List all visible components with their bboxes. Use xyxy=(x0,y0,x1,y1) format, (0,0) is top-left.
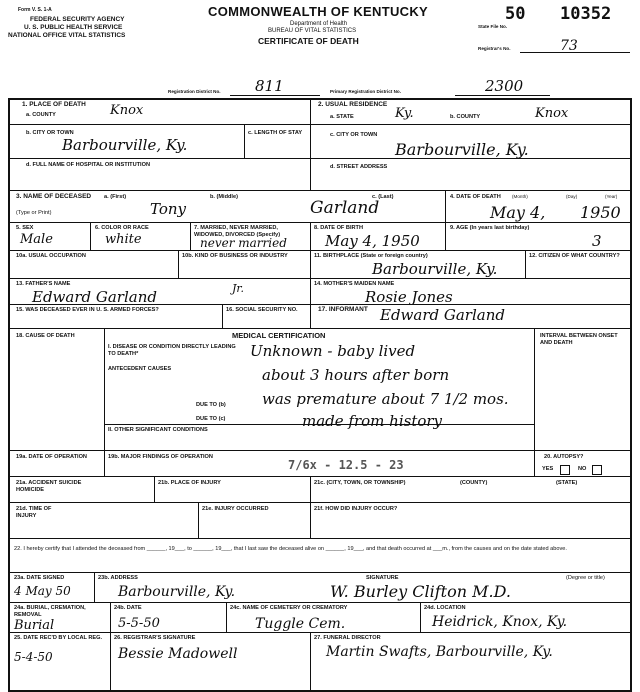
cause-line-2: about 3 hours after born xyxy=(262,366,450,384)
degree-label: (Degree or title) xyxy=(566,575,605,581)
autopsy-no-label: NO xyxy=(578,466,587,472)
cemetery-label: 24c. NAME OF CEMETERY OR CREMATORY xyxy=(230,605,348,611)
residence-county-value: Knox xyxy=(535,106,569,121)
agency-line-3: NATIONAL OFFICE VITAL STATISTICS xyxy=(8,32,126,39)
disease-label: I. DISEASE OR CONDITION DIRECTLY LEADING TO DEATH* xyxy=(108,344,236,357)
residence-state-value: Ky. xyxy=(395,106,414,121)
date-of-birth-value: May 4, 1950 xyxy=(325,232,420,250)
sex-value: Male xyxy=(20,232,53,247)
medical-certification-label: MEDICAL CERTIFICATION xyxy=(232,331,326,340)
residence-state-label: a. STATE xyxy=(330,114,354,120)
cause-line-3: was premature about 7 1/2 mos. xyxy=(262,390,509,408)
date-signed-label: 23a. DATE SIGNED xyxy=(14,575,65,581)
birthplace-label: 11. BIRTHPLACE (State or foreign country) xyxy=(314,253,428,259)
funeral-director-value: Martin Swafts, Barbourville, Ky. xyxy=(326,644,553,660)
operation-stamp: 7/6x - 12.5 - 23 xyxy=(288,458,404,472)
agency-line-2: U. S. PUBLIC HEALTH SERVICE xyxy=(24,24,123,31)
injury-occurred-label: 21e. INJURY OCCURRED xyxy=(202,506,269,512)
state-file-number-b: 10352 xyxy=(560,4,612,24)
registration-district: 811 xyxy=(255,77,284,95)
primary-district: 2300 xyxy=(485,77,524,95)
burial-value: Burial xyxy=(14,618,55,633)
registrar-number: 73 xyxy=(560,38,578,54)
due-to-b-label: DUE TO (b) xyxy=(196,402,226,408)
first-label: a. (First) xyxy=(104,194,127,200)
father-name-value: Edward Garland xyxy=(32,288,157,306)
informant-value: Edward Garland xyxy=(380,306,505,324)
father-name-suffix: Jr. xyxy=(232,282,244,295)
business-label: 10b. KIND OF BUSINESS OR INDUSTRY xyxy=(182,253,288,259)
city-label: b. CITY OR TOWN xyxy=(26,130,74,136)
age-label: 9. AGE (In years last birthday) xyxy=(450,225,530,231)
residence-city-label: c. CITY OR TOWN xyxy=(330,132,378,138)
form-number: Form V. S. 1-A xyxy=(18,7,52,13)
time-of-injury-label: 21d. TIME OF INJURY xyxy=(16,506,52,519)
citizen-label: 12. CITIZEN OF WHAT COUNTRY? xyxy=(529,253,620,259)
signature-label: SIGNATURE xyxy=(366,575,399,581)
state-file-number-a: 50 xyxy=(505,4,526,24)
address-value: Barbourville, Ky. xyxy=(118,584,236,600)
signature-value: W. Burley Clifton M.D. xyxy=(330,582,511,601)
autopsy-no-checkbox[interactable] xyxy=(592,465,602,475)
residence-city-value: Barbourville, Ky. xyxy=(395,140,529,159)
mother-name-value: Rosie Jones xyxy=(365,288,453,306)
registrar-label: Registrar's No. xyxy=(478,46,511,51)
location-label: 24d. LOCATION xyxy=(424,605,466,611)
father-label: 13. FATHER'S NAME xyxy=(16,281,71,287)
type-or-print-label: (Type or Print) xyxy=(16,210,52,216)
mother-label: 14. MOTHER'S MAIDEN NAME xyxy=(314,281,395,287)
death-date-value: May 4, xyxy=(490,203,546,222)
death-year-value: 1950 xyxy=(580,203,621,222)
autopsy-yes-label: YES xyxy=(542,466,554,472)
registrar-signature-label: 26. REGISTRAR'S SIGNATURE xyxy=(114,635,196,641)
occupation-label: 10a. USUAL OCCUPATION xyxy=(16,253,86,259)
primary-district-label: Primary Registration District No. xyxy=(330,89,401,94)
location-value: Heidrick, Knox, Ky. xyxy=(432,614,568,630)
operation-date-label: 19a. DATE OF OPERATION xyxy=(16,454,87,460)
date-of-birth-label: 8. DATE OF BIRTH xyxy=(314,225,363,231)
antecedent-label: ANTECEDENT CAUSES xyxy=(108,366,172,372)
how-injury-label: 21f. HOW DID INJURY OCCUR? xyxy=(314,506,398,512)
usual-residence-label: 2. USUAL RESIDENCE xyxy=(318,101,388,108)
agency-line-1: FEDERAL SECURITY AGENCY xyxy=(30,16,125,23)
injury-state-label: (STATE) xyxy=(556,480,578,486)
other-conditions-label: II. OTHER SIGNIFICANT CONDITIONS xyxy=(108,427,208,433)
last-label: c. (Last) xyxy=(372,194,394,200)
hospital-label: d. FULL NAME OF HOSPITAL OR INSTITUTION xyxy=(26,162,150,168)
cemetery-value: Tuggle Cem. xyxy=(255,616,346,632)
state-file-label: State File No. xyxy=(478,24,508,29)
date-signed-value: 4 May 50 xyxy=(14,584,71,598)
cause-line-4: made from history xyxy=(302,412,443,430)
place-of-death-label: 1. PLACE OF DEATH xyxy=(22,101,86,108)
month-label: (Month) xyxy=(512,194,528,199)
state-title: COMMONWEALTH OF KENTUCKY xyxy=(208,4,428,19)
accident-label: 21a. ACCIDENT SUICIDE HOMICIDE xyxy=(16,480,82,493)
county-label: a. COUNTY xyxy=(26,112,56,118)
autopsy-label: 20. AUTOPSY? xyxy=(544,454,584,460)
certificate-title: CERTIFICATE OF DEATH xyxy=(258,36,359,46)
injury-city-label: 21c. (CITY, TOWN, OR TOWNSHIP) xyxy=(314,480,406,486)
date-received-value: 5-4-50 xyxy=(14,650,53,664)
bureau: BUREAU OF VITAL STATISTICS xyxy=(268,28,357,34)
registrar-signature-value: Bessie Madowell xyxy=(118,646,238,662)
registration-district-label: Registration District No. xyxy=(168,89,221,94)
burial-date-value: 5-5-50 xyxy=(118,616,160,631)
date-received-label: 25. DATE REC'D BY LOCAL REG. xyxy=(14,635,103,641)
department: Department of Health xyxy=(290,21,348,27)
name-of-deceased-label: 3. NAME OF DECEASED xyxy=(16,193,92,200)
autopsy-yes-checkbox[interactable] xyxy=(560,465,570,475)
armed-forces-label: 15. WAS DECEASED EVER IN U. S. ARMED FORCES? xyxy=(16,307,159,313)
last-name-value: Garland xyxy=(310,198,380,218)
due-to-c-label: DUE TO (c) xyxy=(196,416,226,422)
social-security-label: 16. SOCIAL SECURITY NO. xyxy=(226,307,298,313)
day-label: (Day) xyxy=(566,194,578,199)
age-value: 3 xyxy=(592,232,602,250)
burial-date-label: 24b. DATE xyxy=(114,605,142,611)
color-value: white xyxy=(105,232,142,247)
burial-label: 24a. BURIAL, CREMATION, REMOVAL xyxy=(14,605,86,618)
cause-line-1: Unknown - baby lived xyxy=(250,342,416,360)
cause-label: 18. CAUSE OF DEATH xyxy=(16,333,75,339)
operation-findings-label: 19b. MAJOR FINDINGS OF OPERATION xyxy=(108,454,213,460)
length-of-stay-label: c. LENGTH OF STAY xyxy=(248,130,303,136)
funeral-director-label: 27. FUNERAL DIRECTOR xyxy=(314,635,381,641)
residence-county-label: b. COUNTY xyxy=(450,114,481,120)
sex-label: 5. SEX xyxy=(16,225,34,231)
street-label: d. STREET ADDRESS xyxy=(330,164,388,170)
marital-label: 7. MARRIED, NEVER MARRIED, WIDOWED, DIVORCED (Specify) xyxy=(194,225,281,238)
interval-label: INTERVAL BETWEEN ONSET AND DEATH xyxy=(540,333,618,346)
date-of-death-label: 4. DATE OF DEATH xyxy=(450,194,501,200)
year-label: (Year) xyxy=(605,194,618,199)
county-value: Knox xyxy=(110,103,144,118)
place-of-injury-label: 21b. PLACE OF INJURY xyxy=(158,480,221,486)
address-label: 23b. ADDRESS xyxy=(98,575,138,581)
color-label: 6. COLOR OR RACE xyxy=(95,225,149,231)
informant-label: 17. INFORMANT xyxy=(318,306,368,313)
birthplace-value: Barbourville, Ky. xyxy=(372,260,498,278)
first-name-value: Tony xyxy=(150,200,187,218)
certification-statement: 22. I hereby certify that I attended the deceased from ______, 19___, to ______, 19___, that I last saw the deceased alive on ______, 19___, and that death occurred at ___m., from the causes and on the date stated above. xyxy=(14,546,567,552)
city-value: Barbourville, Ky. xyxy=(62,136,188,154)
injury-county-label: (COUNTY) xyxy=(460,480,488,486)
middle-label: b. (Middle) xyxy=(210,194,238,200)
marital-value: never married xyxy=(200,236,287,250)
